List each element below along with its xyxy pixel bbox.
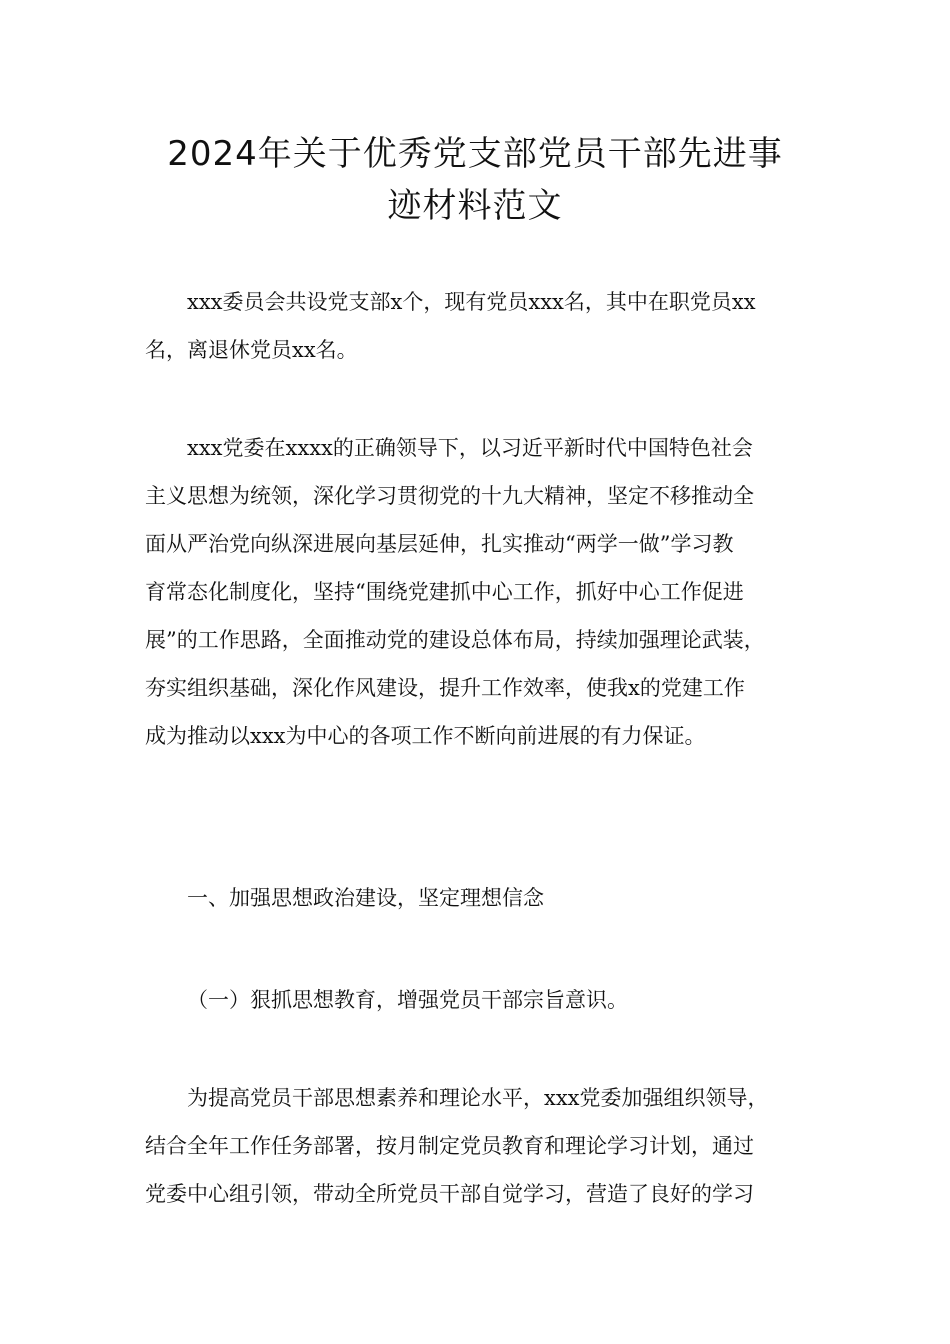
paragraph-line: 育常态化制度化，坚持“围绕党建抓中心工作，抓好中心工作促进 <box>145 580 744 604</box>
section-heading-text: 一、加强思想政治建设，坚定理想信念 <box>187 886 544 910</box>
paragraph-line: 夯实组织基础，深化作风建设，提升工作效率，使我x的党建工作 <box>145 676 745 700</box>
paragraph-intro <box>145 278 825 374</box>
paragraph-line: xxx委员会共设党支部x个，现有党员xxx名，其中在职党员xx <box>187 290 756 314</box>
section-heading <box>145 874 825 922</box>
paragraph-line: 主义思想为统领，深化学习贯彻党的十九大精神，坚定不移推动全 <box>145 484 754 508</box>
paragraph-overview <box>145 424 825 760</box>
document-title-line-1: 2024年关于优秀党支部党员干部先进事 <box>167 134 783 174</box>
paragraph-line: 面从严治党向纵深进展向基层延伸，扎实推动“两学一做”学习教 <box>145 532 734 556</box>
subsection-heading <box>145 976 825 1024</box>
paragraph-line: 名，离退休党员xx名。 <box>145 338 358 362</box>
paragraph-education <box>145 1074 825 1218</box>
paragraph-line: 成为推动以xxx为中心的各项工作不断向前进展的有力保证。 <box>145 724 706 748</box>
paragraph-line: xxx党委在xxxx的正确领导下，以习近平新时代中国特色社会 <box>187 436 753 460</box>
subsection-heading-text: （一）狠抓思想教育，增强党员干部宗旨意识。 <box>187 988 628 1012</box>
paragraph-line: 结合全年工作任务部署，按月制定党员教育和理论学习计划，通过 <box>145 1134 754 1158</box>
paragraph-line: 为提高党员干部思想素养和理论水平，xxx党委加强组织领导， <box>187 1086 769 1110</box>
paragraph-line: 党委中心组引领，带动全所党员干部自觉学习，营造了良好的学习 <box>145 1182 754 1206</box>
document-title-line-2: 迹材料范文 <box>387 186 563 226</box>
paragraph-line: 展”的工作思路，全面推动党的建设总体布局，持续加强理论武装， <box>145 628 765 652</box>
